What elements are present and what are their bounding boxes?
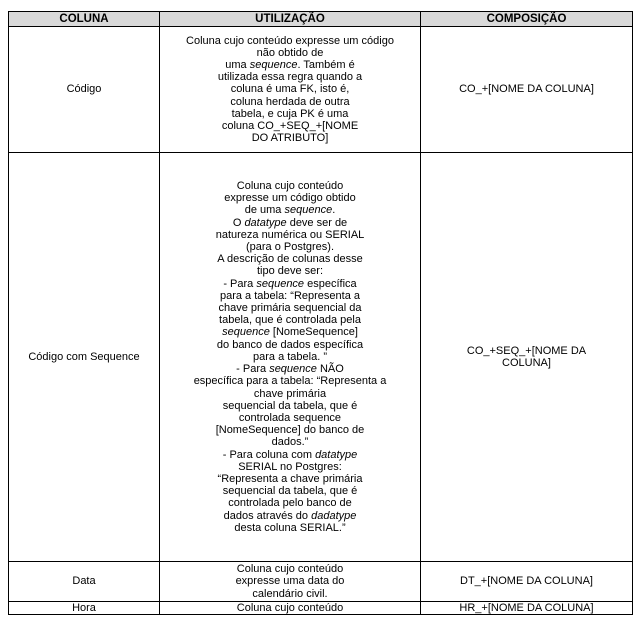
utilizacao-line: coluna é uma FK, isto é, bbox=[230, 83, 350, 96]
utilizacao-line: - Para coluna com datatype bbox=[222, 448, 358, 461]
utilizacao-line: coluna herdada de outra bbox=[230, 95, 350, 108]
utilizacao-line: DO ATRIBUTO] bbox=[251, 132, 329, 145]
utilizacao-line: - Para sequence específica bbox=[223, 277, 357, 290]
utilizacao-line: - Para sequence NÃO bbox=[236, 363, 344, 376]
utilizacao-line: uma sequence. Também é bbox=[225, 58, 355, 71]
utilizacao-line: dados.” bbox=[271, 436, 309, 449]
utilizacao-line: [NomeSequence] do banco de bbox=[215, 424, 365, 437]
utilizacao-line: sequencial da tabela, que é bbox=[222, 399, 358, 412]
utilizacao-line: dados através do dadatype bbox=[223, 509, 357, 522]
utilizacao-line: (para o Postgres). bbox=[245, 241, 335, 254]
utilizacao-line: Coluna cujo conteúdo bbox=[236, 602, 344, 614]
utilizacao-line: para a tabela. ” bbox=[253, 350, 327, 363]
composicao-line: COLUNA] bbox=[502, 357, 551, 369]
composicao-cell: CO_+[NOME DA COLUNA] bbox=[421, 27, 633, 153]
utilizacao-line: sequencial da tabela, que é bbox=[222, 485, 358, 498]
table-row bbox=[9, 562, 633, 602]
naming-convention-table bbox=[8, 11, 633, 615]
utilizacao-line: natureza numérica ou SERIAL bbox=[215, 228, 365, 241]
utilizacao-line: para a tabela: “Representa a bbox=[219, 289, 361, 302]
table-header-row bbox=[9, 12, 633, 27]
utilizacao-line: desta coluna SERIAL.” bbox=[234, 521, 346, 534]
composicao-cell bbox=[421, 153, 633, 562]
utilizacao-line: controlada sequence bbox=[238, 411, 342, 424]
utilizacao-line: do banco de dados específica bbox=[216, 338, 364, 351]
composicao-cell: DT_+[NOME DA COLUNA] bbox=[421, 562, 633, 602]
composicao-cell: HR_+[NOME DA COLUNA] bbox=[421, 602, 633, 615]
utilizacao-line: SERIAL no Postgres: bbox=[238, 460, 342, 473]
utilizacao-line: calendário civil. bbox=[252, 587, 328, 600]
header-utilizacao: UTILIZAÇÃO bbox=[160, 12, 421, 27]
table-row bbox=[9, 602, 633, 615]
utilizacao-cell bbox=[160, 602, 421, 615]
utilizacao-line: tipo deve ser: bbox=[256, 265, 324, 278]
utilizacao-line: coluna CO_+SEQ_+[NOME bbox=[221, 120, 359, 132]
utilizacao-line: expresse uma data do bbox=[235, 575, 345, 588]
utilizacao-line: Coluna cujo conteúdo bbox=[236, 563, 344, 576]
utilizacao-line: utilizada essa regra quando a bbox=[217, 71, 363, 84]
utilizacao-line: A descrição de colunas desse bbox=[217, 253, 363, 266]
header-composicao: COMPOSIÇÃO bbox=[421, 12, 633, 27]
utilizacao-line: de uma sequence. bbox=[244, 204, 336, 217]
utilizacao-line: tabela, e cuja PK é uma bbox=[231, 107, 349, 120]
utilizacao-line: Coluna cujo conteúdo expresse um código bbox=[186, 34, 394, 47]
utilizacao-line: não obtido de bbox=[256, 46, 324, 59]
header-coluna: COLUNA bbox=[9, 12, 160, 27]
utilizacao-cell bbox=[160, 562, 421, 602]
utilizacao-line: específica para a tabela: “Representa a bbox=[193, 375, 387, 388]
utilizacao-line: tabela, que é controlada pela bbox=[219, 314, 361, 327]
utilizacao-line: O datatype deve ser de bbox=[232, 216, 348, 229]
utilizacao-line: “Representa a chave primária bbox=[217, 472, 363, 485]
table-row bbox=[9, 153, 633, 562]
utilizacao-line: chave primária bbox=[253, 387, 327, 400]
utilizacao-line: chave primária sequencial da bbox=[218, 302, 362, 315]
coluna-cell: Hora bbox=[9, 602, 160, 615]
utilizacao-line: controlada pelo banco de bbox=[228, 497, 352, 510]
utilizacao-cell bbox=[160, 27, 421, 153]
table-row bbox=[9, 27, 633, 153]
utilizacao-line: Coluna cujo conteúdo bbox=[236, 180, 344, 193]
utilizacao-line: sequence [NomeSequence] bbox=[222, 326, 358, 339]
utilizacao-cell bbox=[160, 153, 421, 562]
coluna-cell: Código com Sequence bbox=[9, 153, 160, 562]
coluna-cell: Data bbox=[9, 562, 160, 602]
utilizacao-line: expresse um código obtido bbox=[224, 192, 356, 205]
coluna-cell: Código bbox=[9, 27, 160, 153]
composicao-line: CO_+SEQ_+[NOME DA bbox=[466, 344, 587, 357]
